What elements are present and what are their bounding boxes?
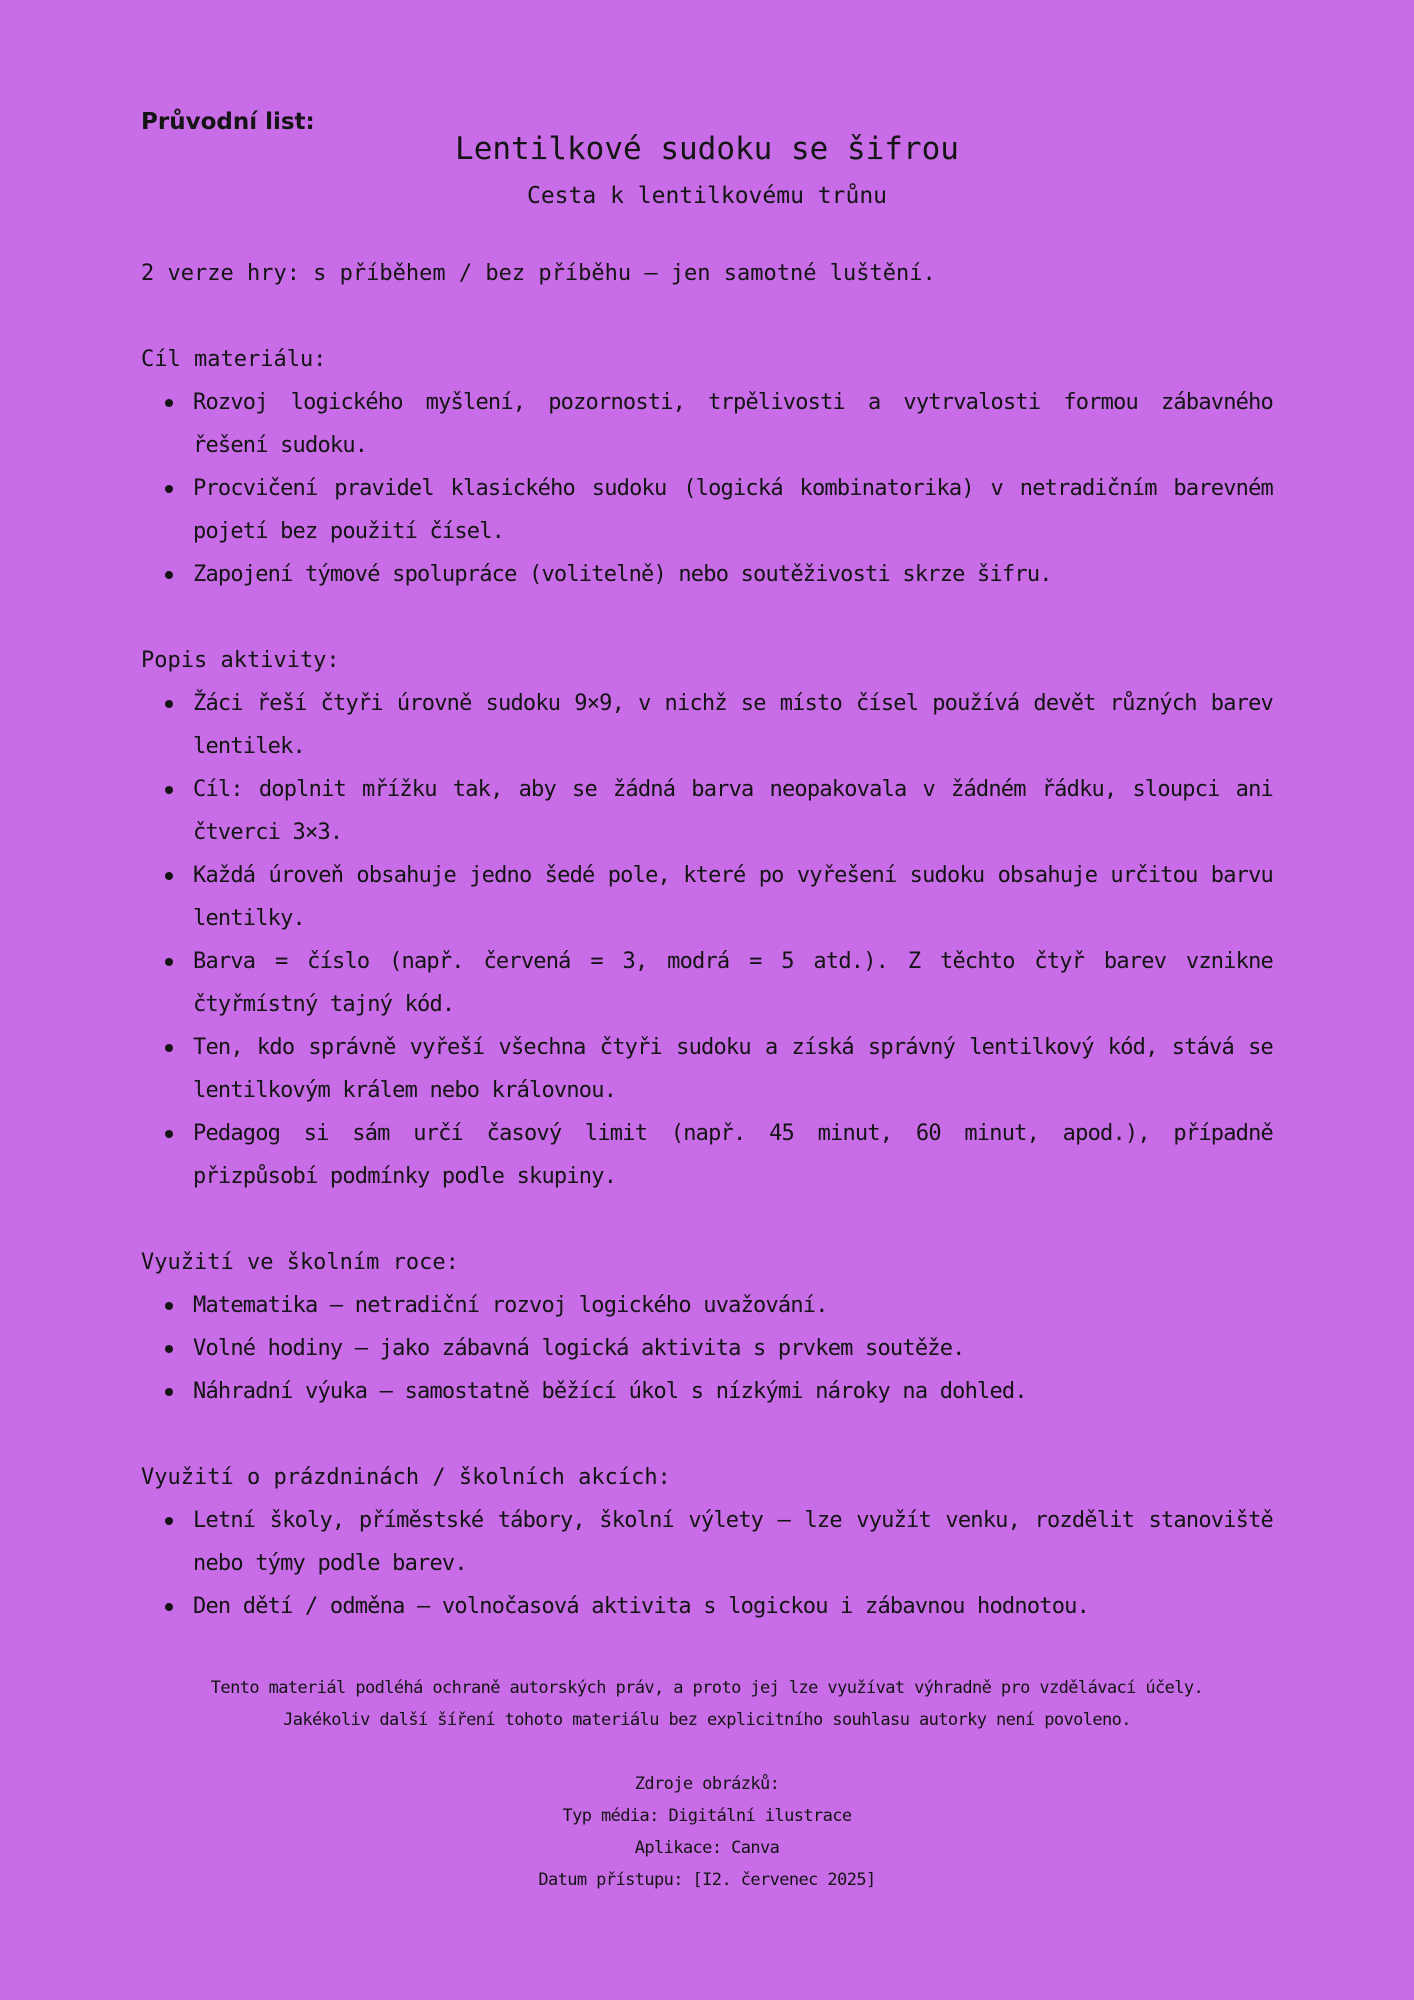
image-sources	[141, 1768, 1273, 1896]
bullet-list	[141, 1284, 1273, 1413]
copyright-notice	[141, 1672, 1273, 1736]
game-versions-text: 2 verze hry: s příběhem / bez příběhu – jen samotné luštění.	[141, 261, 936, 286]
bullet-list	[141, 381, 1273, 596]
list-item: Zapojení týmové spolupráce (volitelně) nebo soutěživosti skrze šifru.	[141, 553, 1273, 596]
section-heading: Využití o prázdninách / školních akcích:	[141, 1465, 671, 1490]
section-goals	[141, 338, 1273, 596]
section-activity-description	[141, 639, 1273, 1198]
list-item: Ten, kdo správně vyřeší všechna čtyři sudoku a získá správný lentilkový kód, stává se lentilkovým králem nebo královnou.	[141, 1026, 1273, 1112]
section-heading: Cíl materiálu:	[141, 347, 327, 372]
list-item: Cíl: doplnit mřížku tak, aby se žádná barva neopakovala v žádném řádku, sloupci ani čtverci 3×3.	[141, 768, 1273, 854]
list-item: Barva = číslo (např. červená = 3, modrá = 5 atd.). Z těchto čtyř barev vznikne čtyřmístný tajný kód.	[141, 940, 1273, 1026]
document-title: Lentilkové sudoku se šifrou	[455, 131, 959, 167]
list-item: Žáci řeší čtyři úrovně sudoku 9×9, v nichž se místo čísel používá devět různých barev lentilek.	[141, 682, 1273, 768]
list-item: Letní školy, příměstské tábory, školní výlety – lze využít venku, rozdělit stanoviště nebo týmy podle barev.	[141, 1499, 1273, 1585]
section-school-year-use	[141, 1241, 1273, 1413]
section-holiday-use	[141, 1456, 1273, 1628]
list-item: Náhradní výuka – samostatně běžící úkol s nízkými nároky na dohled.	[141, 1370, 1273, 1413]
list-item: Rozvoj logického myšlení, pozornosti, trpělivosti a vytrvalosti formou zábavného řešení sudoku.	[141, 381, 1273, 467]
list-item: Den dětí / odměna – volnočasová aktivita s logickou i zábavnou hodnotou.	[141, 1585, 1273, 1628]
list-item: Pedagog si sám určí časový limit (např. 45 minut, 60 minut, apod.), případně přizpůsobí podmínky podle skupiny.	[141, 1112, 1273, 1198]
sources-heading: Zdroje obrázků:	[634, 1774, 780, 1794]
list-item: Procvičení pravidel klasického sudoku (logická kombinatorika) v netradičním barevném pojetí bez použití čísel.	[141, 467, 1273, 553]
copyright-line: Jakékoliv další šíření tohoto materiálu bez explicitního souhlasu autorky není povoleno.	[283, 1710, 1131, 1730]
bullet-list	[141, 1499, 1273, 1628]
media-type: Typ média: Digitální ilustrace	[562, 1806, 852, 1826]
list-item: Matematika – netradiční rozvoj logického uvažování.	[141, 1284, 1273, 1327]
access-date: Datum přístupu: [I2. červenec 2025]	[538, 1870, 876, 1890]
document-page	[141, 104, 1273, 1896]
list-item: Volné hodiny – jako zábavná logická aktivita s prvkem soutěže.	[141, 1327, 1273, 1370]
document-subtitle: Cesta k lentilkovému trůnu	[526, 183, 888, 209]
section-heading: Popis aktivity:	[141, 648, 340, 673]
copyright-line: Tento materiál podléhá ochraně autorských práv, a proto jej lze využívat výhradně pro vzdělávací účely.	[210, 1678, 1204, 1698]
application: Aplikace: Canva	[634, 1838, 780, 1858]
document-label: Průvodní list:	[141, 109, 315, 135]
bullet-list	[141, 682, 1273, 1198]
section-heading: Využití ve školním roce:	[141, 1250, 459, 1275]
list-item: Každá úroveň obsahuje jedno šedé pole, které po vyřešení sudoku obsahuje určitou barvu lentilky.	[141, 854, 1273, 940]
